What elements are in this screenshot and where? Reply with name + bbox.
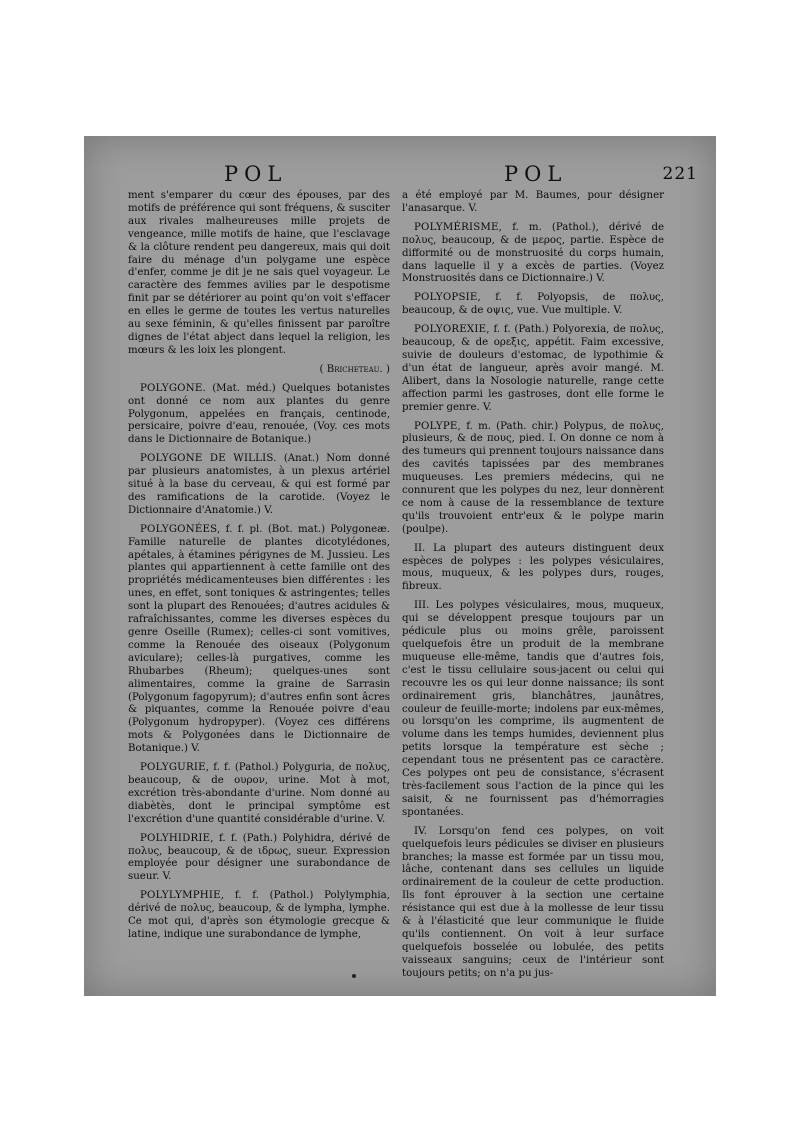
entry-text: f. f. (Pathol.) Polylymphia, dérivé de πολυς, beaucoup, & de lympha, lymphe. Ce mot qui, d'après son étymologie grecque & latine, indique une surabondance de lymphe,: [128, 890, 390, 940]
entry-text: f. f. Polyopsis, de πολυς, beaucoup, & de οψις, vue. Vue multiple. V.: [402, 292, 664, 317]
dictionary-entry: [402, 324, 664, 414]
entry-text: (Anat.) Nom donné par plusieurs anatomistes, à un plexus artériel situé à la base du cerveau, & qui est formé par des ramifications de la carotide. (Voyez le Dictionnaire d'Anatomie.) V.: [128, 453, 391, 516]
entry-text: f. f. (Path.) Polyorexia, de πολυς, beaucoup, & de ορεξις, appétit. Faim excessive, suivie de douleurs d'estomac, de lypothimie & d'un état de langueur, après avoir mangé. M. Alibert, dans la Nosologie naturelle, range cette affection parmi les gastroses, dont elle forme le premier genre. V.: [402, 324, 664, 413]
paragraph: [402, 543, 664, 595]
entry-headword: POLYOREXIE,: [414, 324, 490, 336]
dictionary-entry: [402, 222, 664, 287]
right-column: [402, 190, 664, 987]
page-number: 221: [662, 164, 698, 184]
entry-text: f. f. (Pathol.) Polyguria, de πολυς, beaucoup, & de ουρον, urine. Mot à mot, excrétion très-abondante d'urine. Nom donné au diabètès, dont le principal symptôme est l'excrétion d'une quantité considérable d'urine. V.: [128, 762, 390, 825]
dictionary-entry: [402, 292, 664, 318]
author-signature: ( Bricheteau. ): [319, 363, 390, 375]
entry-text: III. Les polypes vésiculaires, mous, muqueux, qui se développent presque toujours par un pédicule plus ou moins grêle, paroissent quelquefois être un produit de la membrane muqueuse elle-même, tandis que d'autres fois, c'est le tissu cellulaire sous-jacent ou celui qui recouvre les os qui leur donne naissance; ils sont ordinairement gris, blanchâtres, jaunâtres, couleur de feuille-morte; indolens par eux-mêmes, ou lorsqu'on les comprime, ils augmentent de volume dans les temps humides, deviennent plus petits lorsque la température est sèche ; cependant tous ne présentent pas ce caractère. Ces polypes ont peu de consistance, s'écrasent très-facilement sous l'action de la pince qui les saisit, & ne fournissent pas d'hémorragies spontanées.: [402, 600, 664, 818]
paragraph: [128, 190, 390, 358]
entry-text: (Mat. méd.) Quelques botanistes ont donné ce nom aux plantes du genre Polygonum, appelées en français, centinode, persicaire, poivre d'eau, renouée, (Voy. ces mots dans le Dictionnaire de Botanique.): [128, 382, 390, 446]
dictionary-entry: [402, 421, 664, 537]
running-head-right: POL: [504, 162, 568, 186]
entry-headword: POLYHIDRIE,: [140, 832, 214, 844]
dictionary-entry: [128, 890, 390, 942]
entry-text: f. f. (Path.) Polyhidra, dérivé de πολυς, beaucoup, & de ιδρως, sueur. Expression employée pour désigner une surabondance de sueur. V.: [128, 832, 390, 883]
dictionary-entry: [128, 453, 390, 518]
dictionary-entry: [128, 524, 390, 756]
entry-text: ment s'emparer du cœur des épouses, par des motifs de préférence qui sont fréquens, & susciter aux rivales malheureuses mille projets de vengeance, mille motifs de haine, que l'esclavage & la clôture rendent peu dangereux, mais qui doit faire du ménage d'un polygame une espèce d'enfer, comme je dit je ne sais quel voyageur. Le caractère des femmes avilies par le despotisme finit par se détériorer au point qu'on voit s'effacer en elles le germe de toutes les vertus naturelles au sexe féminin, & qu'elles finissent par paroître dignes de l'état abject dans lequel la religion, les mœurs & les loix les plongent.: [128, 190, 390, 356]
entry-text: II. La plupart des auteurs distinguent deux espèces de polypes : les polypes vésiculaires, mous, muqueux, & les polypes durs, rouges, fibreux.: [402, 542, 664, 593]
entry-text: f. m. (Pathol.), dérivé de πολυς, beaucoup, & de μερος, partie. Espèce de difformité ou de monstruosité du corps humain, dans laquelle il y a excès de parties. (Voyez Monstruosités dans ce Dictionnaire.) V.: [402, 221, 665, 285]
dictionary-entry: [128, 833, 390, 885]
left-column: [128, 190, 390, 948]
paragraph: [402, 190, 664, 216]
entry-headword: POLYMÉRISME,: [414, 221, 503, 233]
entry-headword: POLYGONE DE WILLIS.: [140, 453, 277, 465]
entry-text: IV. Lorsqu'on fend ces polypes, on voit quelquefois leurs pédicules se diviser en plusieurs branches; la masse est formée par un tissu mou, lâche, contenant dans ses cellules un liquide ordinairement de la couleur de cette production. Ils font éprouver à la section une certaine résistance qui est due à la mollesse de leur tissu & à l'élasticité que leur communique le fluide qu'ils contiennent. On voit à leur surface quelquefois bosselée ou lobulée, des petits vaisseaux sanguins; ceux de l'intérieur sont toujours petits; on n'a pu jus-: [402, 825, 664, 979]
entry-headword: POLYOPSIE,: [414, 292, 481, 304]
entry-headword: POLYPE,: [414, 420, 461, 432]
entry-headword: POLYGURIE,: [140, 762, 210, 774]
dictionary-entry: [128, 762, 390, 827]
entry-text: f. m. (Path. chir.) Polypus, de πολυς, plusieurs, & de πους, pied. I. On donne ce nom à des tumeurs qui prennent toujours naissance dans des cavités tapissées par des membranes muqueuses. Les premiers médecins, qui ne connurent que les polypes du nez, leur donnèrent ce nom à cause de la ressemblance de texture qu'ils trouvoient entr'eux & le polype marin (poulpe).: [402, 420, 664, 535]
entry-text: a été employé par M. Baumes, pour désigner l'anasarque. V.: [402, 190, 664, 214]
dictionary-entry: [128, 383, 390, 448]
paragraph: [402, 600, 664, 819]
entry-headword: POLYGONÉES,: [140, 523, 221, 535]
entry-headword: POLYGONE.: [140, 382, 206, 394]
running-head-left: POL: [224, 162, 288, 186]
ink-speck: [352, 974, 356, 978]
entry-text: f. f. pl. (Bot. mat.) Polygoneæ. Famille naturelle de plantes dicotylédones, apétales, à étamines périgynes de M. Jussieu. Les plantes qui appartiennent à cette famille ont des propriétés médicamenteuses bien différentes : les unes, en effet, sont toniques & astringentes; telles sont la plupart des Renouées; d'autres acidules & rafraîchissantes, comme les diverses espèces du genre Oseille (Rumex); celles-ci sont vomitives, comme la Renouée des oiseaux (Polygonum aviculare); celles-là purgatives, comme les Rhubarbes (Rheum); quelques-unes sont alimentaires, comme la graine de Sarrasin (Polygonum fagopyrum); d'autres enfin sont âcres & piquantes, comme la Renouée poivre d'eau (Polygonum hydropyper). (Voyez ces différens mots & Polygonées dans le Dictionnaire de Botanique.) V.: [128, 523, 390, 755]
entry-headword: POLYLYMPHIE,: [140, 890, 225, 902]
paragraph: [402, 826, 664, 981]
scanned-page: [84, 136, 716, 996]
